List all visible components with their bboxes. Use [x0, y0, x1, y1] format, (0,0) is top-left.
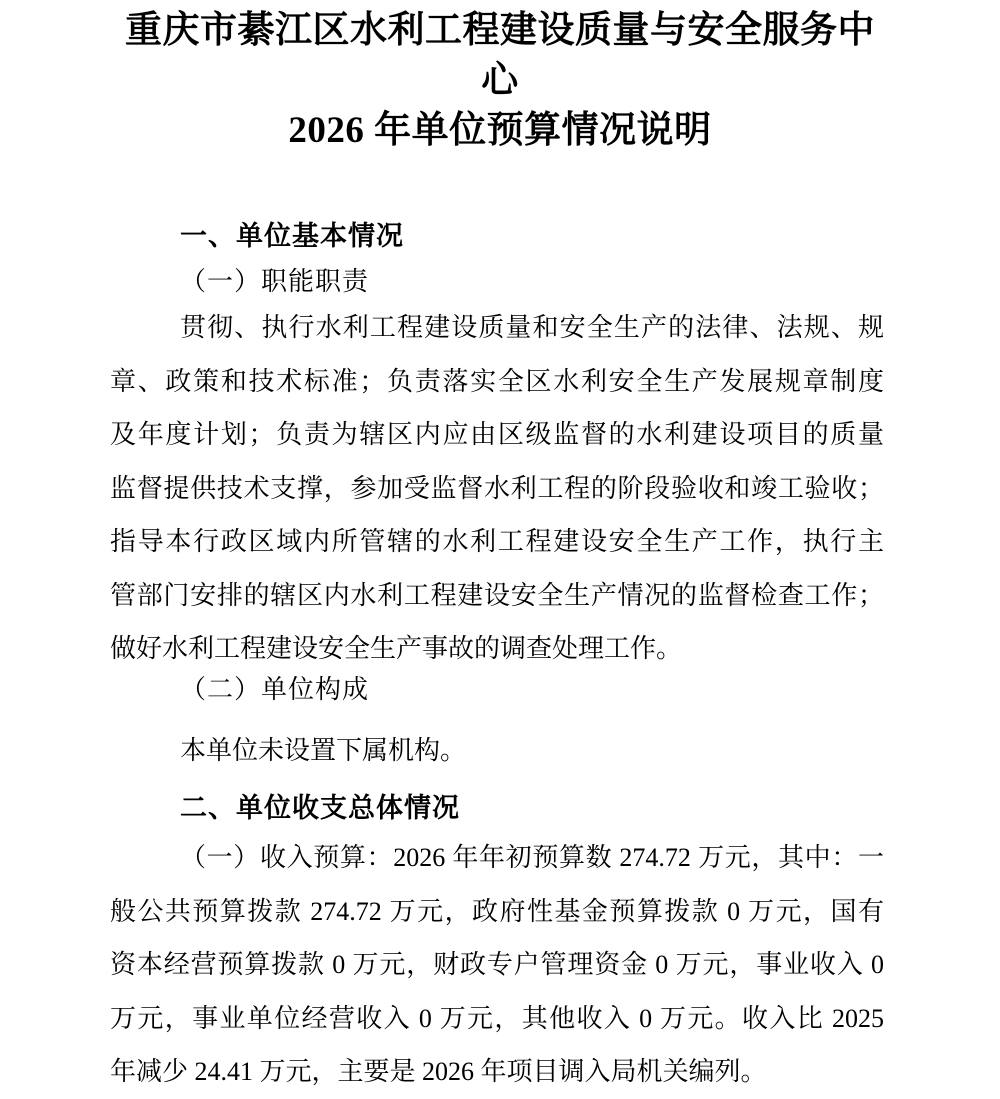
section-subheading: （一）职能职责 — [180, 267, 370, 296]
section-heading: 二、单位收支总体情况 — [180, 793, 460, 823]
paragraph-line: 本单位未设置下属机构。 — [180, 735, 467, 765]
paragraph-line: 般公共预算拨款 274.72 万元，政府性基金预算拨款 0 万元，国有 — [110, 896, 884, 926]
document-body — [110, 220, 884, 1099]
document-title-line-2: 心 — [481, 60, 519, 101]
paragraph-line: 万元，事业单位经营收入 0 万元，其他收入 0 万元。收入比 2025 — [110, 1003, 884, 1033]
paragraph-line: （一）收入预算：2026 年年初预算数 274.72 万元，其中：一 — [180, 843, 884, 872]
paragraph-line: 做好水利工程建设安全生产事故的调查处理工作。 — [110, 634, 683, 663]
document-subtitle: 2026 年单位预算情况说明 — [288, 110, 712, 151]
paragraph — [110, 301, 884, 676]
paragraph-line: 章、政策和技术标准；负责落实全区水利安全生产发展规章制度 — [110, 366, 884, 396]
section-subheading: （二）单位构成 — [180, 674, 370, 704]
document-page — [0, 6, 1000, 1086]
paragraph-line: 指导本行政区域内所管辖的水利工程建设安全生产工作，执行主 — [110, 527, 884, 556]
paragraph-line: 贯彻、执行水利工程建设质量和安全生产的法律、法规、规 — [180, 313, 884, 342]
paragraph — [110, 724, 884, 778]
paragraph-line: 管部门安排的辖区内水利工程建设安全生产情况的监督检查工作； — [110, 580, 884, 610]
paragraph — [110, 831, 884, 1099]
paragraph-line: 及年度计划；负责为辖区内应由区级监督的水利建设项目的质量 — [110, 420, 884, 449]
document-title — [0, 6, 1000, 156]
document-title-line-1: 重庆市綦江区水利工程建设质量与安全服务中 — [125, 10, 875, 51]
paragraph-line: 年减少 24.41 万元，主要是 2026 年项目调入局机关编列。 — [110, 1057, 767, 1086]
paragraph-line: 监督提供技术支撑，参加受监督水利工程的阶段验收和竣工验收； — [110, 473, 884, 503]
section-heading: 一、单位基本情况 — [180, 221, 404, 251]
paragraph-line: 资本经营预算拨款 0 万元，财政专户管理资金 0 万元，事业收入 0 — [110, 950, 884, 979]
